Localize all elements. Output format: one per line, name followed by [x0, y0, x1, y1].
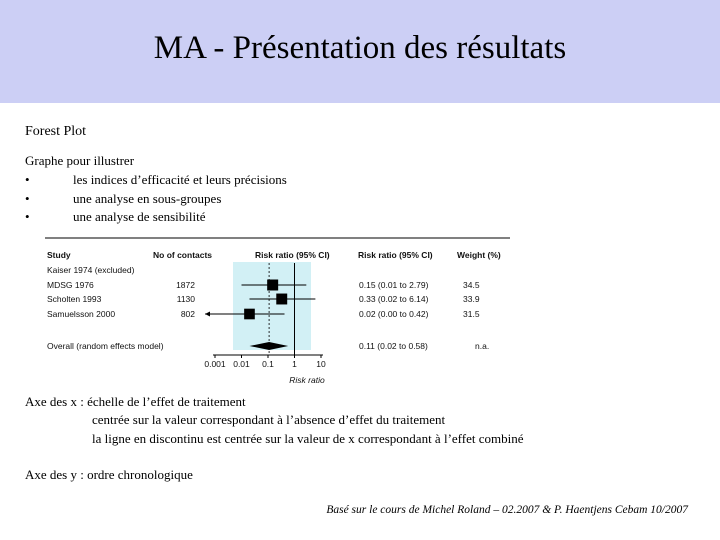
- contacts-value: 1130: [176, 294, 195, 304]
- x-axis-note: Axe des x : échelle de l’effet de traitement: [25, 394, 246, 409]
- page-title: MA - Présentation des résultats: [153, 30, 567, 66]
- contacts-value: 802: [180, 309, 195, 319]
- x-axis-note-line: la ligne en discontinu est centrée sur la valeur de x correspondant à l’effet combiné: [92, 431, 524, 446]
- x-axis-note-line: centrée sur la valeur correspondant à l’absence d’effet du traitement: [92, 412, 446, 427]
- x-tick-label: 0.001: [204, 359, 226, 369]
- column-header: Risk ratio (95% CI): [358, 250, 433, 260]
- column-header: Risk ratio (95% CI): [255, 250, 330, 260]
- study-label: MDSG 1976: [47, 280, 94, 290]
- bullet-text: les indices d’efficacité et leurs précisions: [73, 172, 287, 187]
- overall-ci-value: 0.11 (0.02 to 0.58): [359, 341, 428, 351]
- bullet-symbol: •: [25, 191, 30, 206]
- column-header: No of contacts: [153, 250, 213, 260]
- study-label: Kaiser 1974 (excluded): [47, 265, 135, 275]
- x-axis-title: Risk ratio: [289, 375, 325, 385]
- overall-label: Overall (random effects model): [47, 341, 164, 351]
- ci-value: 0.02 (0.00 to 0.42): [359, 309, 429, 319]
- column-header: Weight (%): [457, 250, 501, 260]
- title-banner: [0, 0, 720, 103]
- point-estimate: [276, 294, 287, 305]
- intro-text: Graphe pour illustrer: [25, 153, 135, 168]
- weight-value: 34.5: [463, 280, 480, 290]
- section-title: Forest Plot: [25, 124, 87, 139]
- weight-value: 33.9: [463, 294, 480, 304]
- ci-arrow: [205, 312, 210, 317]
- ci-value: 0.15 (0.01 to 2.79): [359, 280, 429, 290]
- bullet-text: une analyse de sensibilité: [73, 209, 206, 224]
- weight-value: 31.5: [463, 309, 480, 319]
- y-axis-note: Axe des y : ordre chronologique: [25, 467, 193, 482]
- x-tick-label: 10: [316, 359, 326, 369]
- bullet-symbol: •: [25, 172, 30, 187]
- x-tick-label: 0.1: [262, 359, 274, 369]
- ci-value: 0.33 (0.02 to 6.14): [359, 294, 429, 304]
- x-tick-label: 0.01: [233, 359, 250, 369]
- bullet-text: une analyse en sous-groupes: [73, 191, 222, 206]
- footer-credit: Basé sur le cours de Michel Roland – 02.2007 & P. Haentjens Cebam 10/2007: [326, 504, 688, 516]
- contacts-value: 1872: [176, 280, 195, 290]
- x-tick-label: 1: [292, 359, 297, 369]
- column-header: Study: [47, 250, 71, 260]
- bullet-symbol: •: [25, 209, 30, 224]
- study-label: Samuelsson 2000: [47, 309, 116, 319]
- plot-panel: [233, 262, 311, 350]
- overall-weight-value: n.a.: [475, 341, 490, 351]
- study-label: Scholten 1993: [47, 294, 102, 304]
- point-estimate: [244, 309, 255, 320]
- forest-plot: [45, 236, 515, 388]
